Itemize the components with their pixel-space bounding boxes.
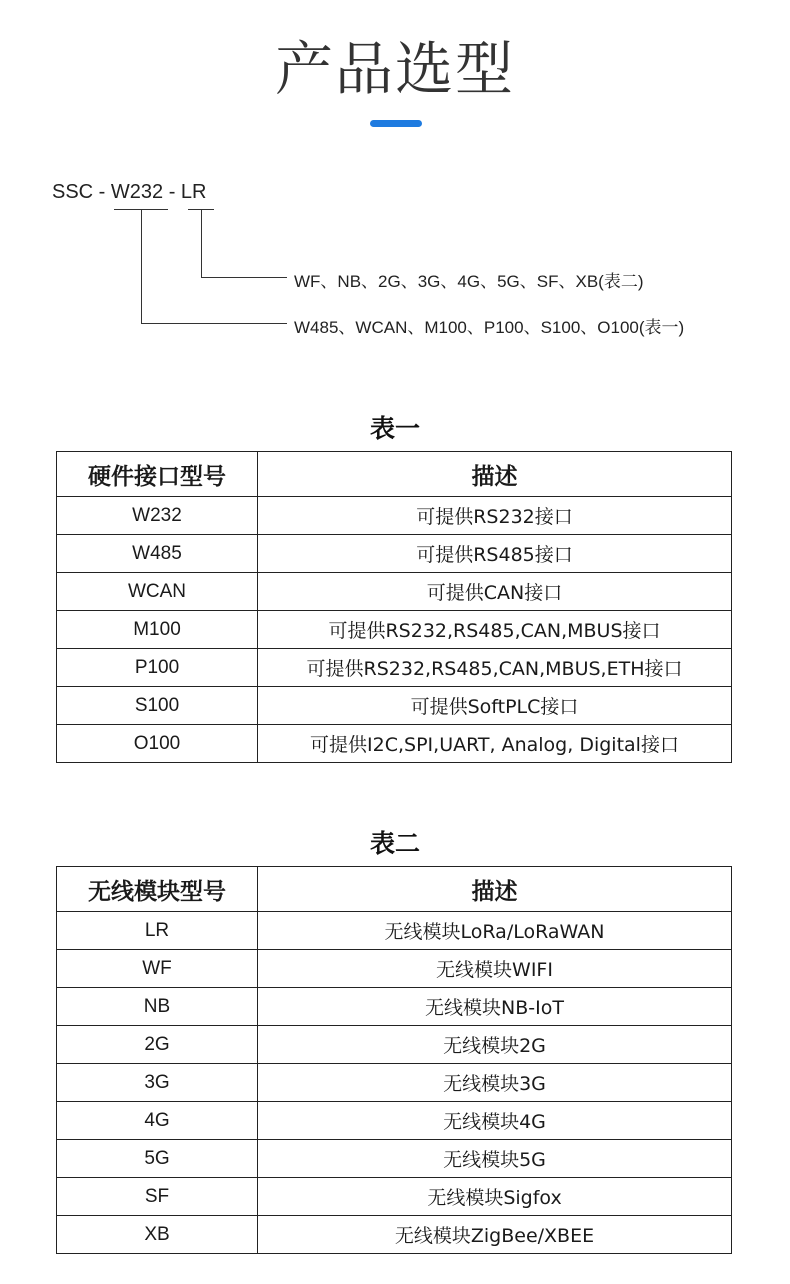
cell-model: M100 [57,611,258,649]
table1-caption: 表一 [369,414,420,443]
cell-description: 可提供CAN接口 [258,573,732,611]
header-description: 描述 [258,452,732,497]
connector-wireless-horizontal [201,277,287,278]
wireless-table [56,866,732,1254]
cell-model: WCAN [57,573,258,611]
cell-description: 无线模块5G [258,1140,732,1178]
table-row [57,1216,732,1254]
branch-interface-options: W485、WCAN、M100、P100、S100、O100(表一) [294,318,685,337]
table-row [57,912,732,950]
table-row [57,1064,732,1102]
connector-interface-horizontal [141,323,287,324]
cell-description: 无线模块Sigfox [258,1178,732,1216]
cell-description: 无线模块NB-IoT [258,988,732,1026]
table-row [57,1102,732,1140]
cell-description: 无线模块2G [258,1026,732,1064]
table-row [57,687,732,725]
table-row [57,573,732,611]
table2-caption: 表二 [369,829,420,858]
header-description: 描述 [258,867,732,912]
cell-description: 无线模块WIFI [258,950,732,988]
table-row [57,497,732,535]
cell-model: LR [57,912,258,950]
table-row [57,1140,732,1178]
connector-interface-vertical [141,209,142,324]
cell-description: 可提供RS232,RS485,CAN,MBUS接口 [258,611,732,649]
table-row [57,1178,732,1216]
table-row [57,535,732,573]
cell-model: S100 [57,687,258,725]
table-row [57,1026,732,1064]
cell-description: 可提供RS232,RS485,CAN,MBUS,ETH接口 [258,649,732,687]
table-row [57,988,732,1026]
title-accent-bar [370,120,422,127]
table-row [57,725,732,763]
cell-model: SF [57,1178,258,1216]
cell-model: W232 [57,497,258,535]
cell-model: 3G [57,1064,258,1102]
cell-description: 可提供RS232接口 [258,497,732,535]
cell-model: O100 [57,725,258,763]
cell-model: XB [57,1216,258,1254]
table-row [57,950,732,988]
table-row [57,611,732,649]
cell-model: W485 [57,535,258,573]
model-code: SSC - W232 - LR [52,181,207,203]
cell-model: 5G [57,1140,258,1178]
page-title: 产品选型 [274,35,515,103]
cell-model: 2G [57,1026,258,1064]
cell-description: 无线模块ZigBee/XBEE [258,1216,732,1254]
cell-description: 可提供SoftPLC接口 [258,687,732,725]
cell-description: 无线模块LoRa/LoRaWAN [258,912,732,950]
cell-description: 无线模块4G [258,1102,732,1140]
header-model: 硬件接口型号 [57,452,258,497]
table-row [57,649,732,687]
cell-model: WF [57,950,258,988]
header-model: 无线模块型号 [57,867,258,912]
cell-description: 无线模块3G [258,1064,732,1102]
cell-model: P100 [57,649,258,687]
connector-wireless-vertical [201,209,202,278]
table-header-row [57,452,732,497]
cell-description: 可提供RS485接口 [258,535,732,573]
table-header-row [57,867,732,912]
cell-description: 可提供I2C,SPI,UART, Analog, Digital接口 [258,725,732,763]
cell-model: NB [57,988,258,1026]
interface-table [56,451,732,763]
cell-model: 4G [57,1102,258,1140]
branch-wireless-options: WF、NB、2G、3G、4G、5G、SF、XB(表二) [294,272,644,291]
